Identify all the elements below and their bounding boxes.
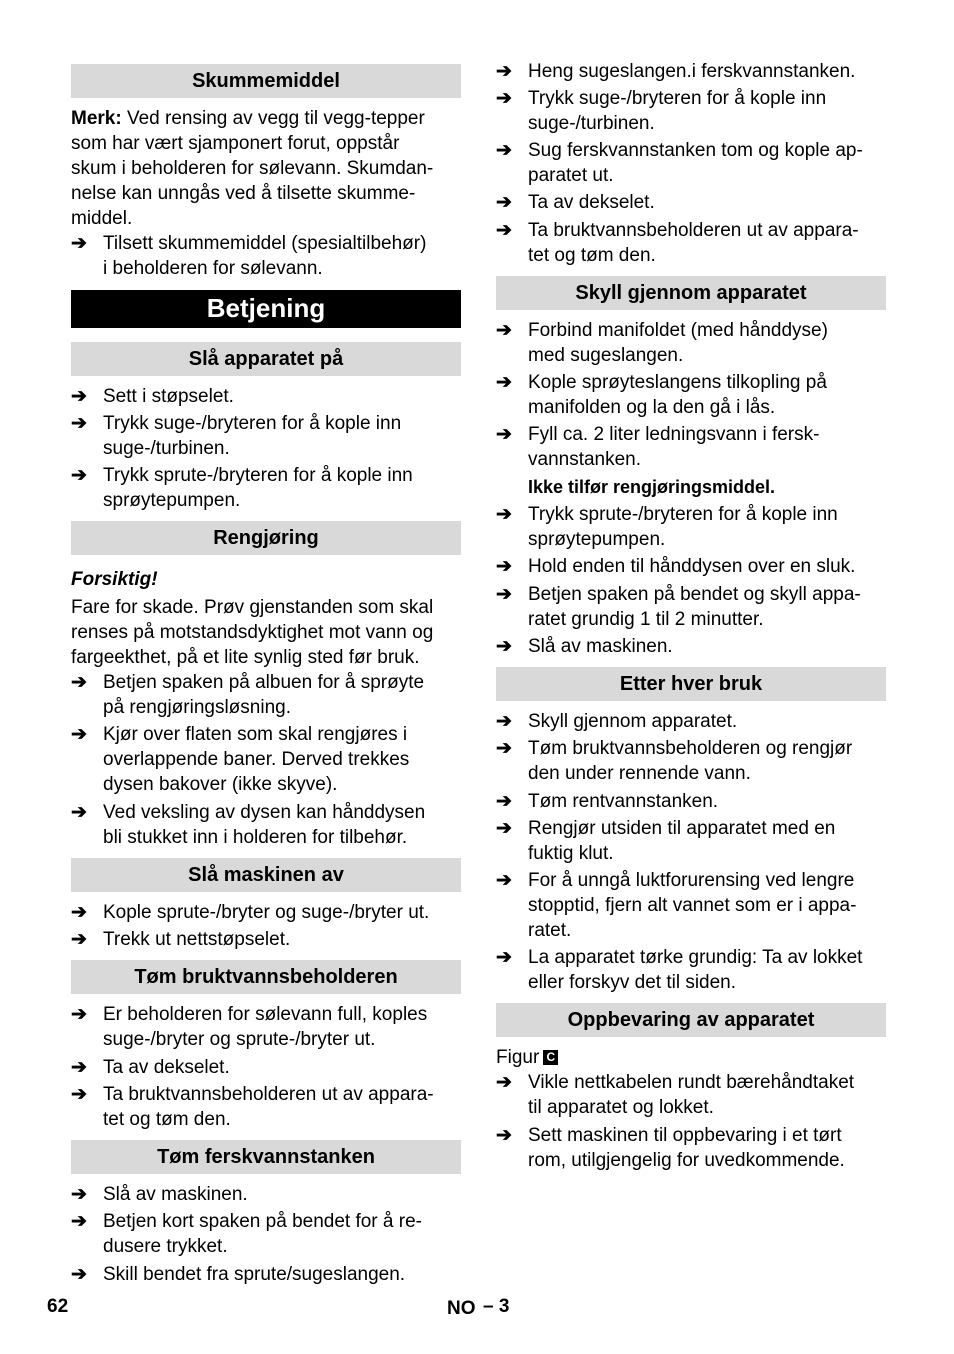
list-item-text: Kople sprøyteslangens tilkopling på [528, 372, 827, 393]
list-item-text: suge-/turbinen. [528, 113, 655, 134]
list-item-text: Heng sugeslangen.i ferskvannstanken. [528, 61, 856, 82]
list-item [71, 1262, 493, 1287]
arrow-icon: ➔ [496, 556, 512, 577]
list-item-text: fuktig klut. [528, 843, 614, 864]
page-number: 62 [47, 1296, 69, 1317]
list-item-text: bli stukket inn i holderen for tilbehør. [103, 827, 408, 848]
section-heading-oppbevaring: Oppbevaring av apparatet [496, 1003, 886, 1037]
list-item-text: Skyll gjennom apparatet. [528, 711, 738, 732]
note-line: skum i beholderen for sølevann. Skumdan- [71, 158, 434, 179]
list-item-text: Kjør over flaten som skal rengjøres i [103, 724, 408, 745]
caution-paragraph [71, 595, 461, 670]
section-heading-skyll-gjennom-apparatet: Skyll gjennom apparatet [496, 276, 886, 310]
arrow-icon: ➔ [71, 1184, 87, 1205]
list-item-text: Sett i støpselet. [103, 386, 234, 407]
list-item-text: Slå av maskinen. [528, 636, 673, 657]
arrow-icon: ➔ [496, 504, 512, 525]
arrow-icon: ➔ [496, 636, 512, 657]
arrow-icon: ➔ [496, 584, 512, 605]
list-item [496, 59, 918, 84]
arrow-icon: ➔ [496, 1072, 512, 1093]
list-item [71, 900, 493, 925]
list-item-text: sprøytepumpen. [528, 529, 666, 550]
caution-line: Fare for skade. Prøv gjenstanden som skal [71, 597, 434, 618]
list-item-text: Ved veksling av dysen kan hånddysen [103, 802, 426, 823]
list-item-text: med sugeslangen. [528, 345, 684, 366]
list-item-text: Sett maskinen til oppbevaring i et tørt [528, 1125, 842, 1146]
list-item [496, 1070, 918, 1120]
note-line: Ved rensing av vegg til vegg-tepper [126, 108, 425, 129]
list-item [496, 138, 918, 188]
list-item [496, 634, 918, 659]
arrow-icon: ➔ [71, 902, 87, 923]
arrow-icon: ➔ [496, 220, 512, 241]
list-item [71, 1055, 493, 1080]
section-heading-skummemiddel: Skummemiddel [71, 64, 461, 98]
note-line: nelse kan unngås ved å tilsette skumme- [71, 183, 416, 204]
list-item-text: Trykk sprute-/bryteren for å kople inn [528, 504, 838, 525]
list-item [496, 218, 918, 268]
list-item-text: Betjen kort spaken på bendet for å re- [103, 1211, 422, 1232]
caution-line: renses på motstandsdyktighet mot vann og [71, 622, 434, 643]
arrow-icon: ➔ [71, 929, 87, 950]
list-item [71, 927, 493, 952]
list-item-text: Tøm rentvannstanken. [528, 791, 719, 812]
list-item [496, 86, 918, 136]
list-item [496, 709, 918, 734]
list-item-text: sprøytepumpen. [103, 490, 241, 511]
list-item-text: Trykk suge-/bryteren for å kople inn [528, 88, 827, 109]
caution-label: Forsiktig! [71, 569, 158, 590]
note-label: Merk: [71, 108, 122, 129]
list-item-text: Betjen spaken på albuen for å sprøyte [103, 672, 425, 693]
arrow-icon: ➔ [496, 818, 512, 839]
list-item-text: til apparatet og lokket. [528, 1097, 714, 1118]
list-item-text: Ta av dekselet. [103, 1057, 230, 1078]
list-item [71, 670, 493, 720]
list-item-text: La apparatet tørke grundig: Ta av lokket [528, 947, 863, 968]
section-heading-sla-maskinen-av: Slå maskinen av [71, 858, 461, 892]
list-item-text: Vikle nettkabelen rundt bærehåndtaket [528, 1072, 855, 1093]
list-item [71, 1002, 493, 1052]
figure-c-icon: C [543, 1050, 558, 1065]
arrow-icon: ➔ [496, 1125, 512, 1146]
list-item [496, 370, 918, 420]
arrow-icon: ➔ [496, 61, 512, 82]
list-item [71, 800, 493, 850]
arrow-icon: ➔ [496, 88, 512, 109]
arrow-icon: ➔ [496, 192, 512, 213]
section-heading-sla-apparatet-pa: Slå apparatet på [71, 342, 461, 376]
list-item [71, 463, 493, 513]
list-item-text: eller forskyv det til siden. [528, 972, 737, 993]
section-heading-tom-bruktvannsbeholderen: Tøm bruktvannsbeholderen [71, 960, 461, 994]
section-heading-tom-ferskvannstanken: Tøm ferskvannstanken [71, 1140, 461, 1174]
list-item [71, 1082, 493, 1132]
list-item-text: Slå av maskinen. [103, 1184, 248, 1205]
list-item [496, 816, 918, 866]
list-item-text: ratet grundig 1 til 2 minutter. [528, 609, 764, 630]
arrow-icon: ➔ [496, 870, 512, 891]
list-item-text: vannstanken. [528, 449, 642, 470]
list-item-text: Trykk sprute-/bryteren for å kople inn [103, 465, 413, 486]
arrow-icon: ➔ [71, 724, 87, 745]
section-heading-rengjoring: Rengjøring [71, 521, 461, 555]
section-heading-etter-hver-bruk: Etter hver bruk [496, 667, 886, 701]
arrow-icon: ➔ [71, 386, 87, 407]
figure-label: Figur [496, 1047, 540, 1068]
arrow-icon: ➔ [71, 802, 87, 823]
arrow-icon: ➔ [496, 947, 512, 968]
list-item-text: Trykk suge-/bryteren for å kople inn [103, 413, 402, 434]
list-item [496, 318, 918, 368]
arrow-icon: ➔ [71, 233, 87, 254]
list-item-text: Ta av dekselet. [528, 192, 655, 213]
list-item-text: manifolden og la den gå i lås. [528, 397, 776, 418]
arrow-icon: ➔ [496, 424, 512, 445]
arrow-icon: ➔ [71, 1211, 87, 1232]
list-item-text: suge-/turbinen. [103, 438, 230, 459]
list-item-text: Fyll ca. 2 liter ledningsvann i fersk- [528, 424, 820, 445]
arrow-icon: ➔ [496, 791, 512, 812]
list-item [71, 1182, 493, 1207]
list-item [496, 1123, 918, 1173]
list-item [496, 736, 918, 786]
list-item-text: rom, utilgjengelig for uvedkommende. [528, 1150, 845, 1171]
list-item-text: den under rennende vann. [528, 763, 751, 784]
list-item-text: Skill bendet fra sprute/sugeslangen. [103, 1264, 406, 1285]
list-item [71, 384, 493, 409]
list-item-text: stopptid, fjern alt vannet som er i appa- [528, 895, 857, 916]
arrow-icon: ➔ [496, 711, 512, 732]
note-line: middel. [71, 208, 133, 229]
arrow-icon: ➔ [71, 1004, 87, 1025]
chapter-heading-betjening: Betjening [71, 290, 461, 328]
caution-line: fargeekthet, på et lite synlig sted før bruk. [71, 647, 420, 668]
list-item-text: dusere trykket. [103, 1236, 228, 1257]
list-item [496, 945, 918, 995]
list-item-text: tet og tøm den. [103, 1109, 231, 1130]
list-item-text: på rengjøringsløsning. [103, 697, 291, 718]
arrow-icon: ➔ [71, 672, 87, 693]
list-item [71, 231, 493, 281]
list-item-text: Betjen spaken på bendet og skyll appa- [528, 584, 861, 605]
list-item [496, 868, 918, 943]
list-item-text: Sug ferskvannstanken tom og kople ap- [528, 140, 863, 161]
list-item-text: i beholderen for sølevann. [103, 258, 323, 279]
list-item-text: Er beholderen for sølevann full, koples [103, 1004, 428, 1025]
list-item-text: Rengjør utsiden til apparatet med en [528, 818, 836, 839]
arrow-icon: ➔ [71, 1084, 87, 1105]
arrow-icon: ➔ [496, 738, 512, 759]
figure-reference [496, 1045, 886, 1070]
list-item-text: Kople sprute-/bryter og suge-/bryter ut. [103, 902, 430, 923]
list-item [496, 582, 918, 632]
note-line: som har vært sjamponert forut, oppstår [71, 133, 400, 154]
arrow-icon: ➔ [71, 1057, 87, 1078]
list-item [71, 1209, 493, 1259]
list-item [496, 789, 918, 814]
list-item-text: Ta bruktvannsbeholderen ut av appara- [103, 1084, 434, 1105]
list-item [496, 422, 918, 472]
list-item [71, 411, 493, 461]
list-item-text: Hold enden til hånddysen over en sluk. [528, 556, 856, 577]
arrow-icon: ➔ [71, 413, 87, 434]
list-item-text: For å unngå luktforurensing ved lengre [528, 870, 855, 891]
footer-lang-code: NO [447, 1298, 476, 1319]
list-item [496, 554, 918, 579]
list-item [496, 502, 918, 552]
list-item-text: suge-/bryter og sprute-/bryter ut. [103, 1029, 376, 1050]
list-item [496, 190, 918, 215]
list-item [71, 722, 493, 797]
arrow-icon: ➔ [71, 1264, 87, 1285]
list-item-text: dysen bakover (ikke skyve). [103, 774, 338, 795]
list-item-text: Forbind manifoldet (med hånddyse) [528, 320, 828, 341]
note-paragraph [71, 106, 461, 231]
list-item-text: overlappende baner. Derved trekkes [103, 749, 410, 770]
list-item-text: Trekk ut nettstøpselet. [103, 929, 291, 950]
arrow-icon: ➔ [496, 320, 512, 341]
arrow-icon: ➔ [71, 465, 87, 486]
list-item-text: Tilsett skummemiddel (spesialtilbehør) [103, 233, 427, 254]
list-item-text: ratet. [528, 920, 572, 941]
list-item-text: paratet ut. [528, 165, 614, 186]
list-item-text: Ta bruktvannsbeholderen ut av appara- [528, 220, 859, 241]
list-item-text: Tøm bruktvannsbeholderen og rengjør [528, 738, 853, 759]
footer-section-page: – 3 [483, 1296, 510, 1317]
warning-note: Ikke tilfør rengjøringsmiddel. [528, 477, 776, 497]
list-item-text: tet og tøm den. [528, 245, 656, 266]
arrow-icon: ➔ [496, 140, 512, 161]
arrow-icon: ➔ [496, 372, 512, 393]
